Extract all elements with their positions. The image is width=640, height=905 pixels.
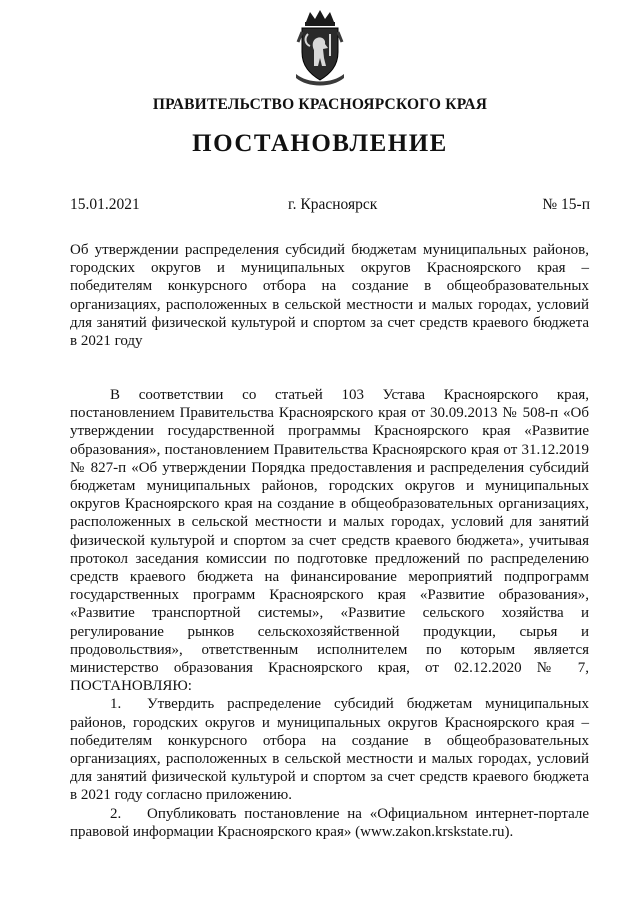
document-type: ПОСТАНОВЛЕНИЕ (192, 130, 448, 157)
preamble-paragraph: В соответствии со статьей 103 Устава Красноярского края, постановлением Правительства Красноярского края от 30.09.2013 № 508-п «Об утверждении государственной программы Красноярского края «Развитие образования», постановлением Правительства Красноярского края от 31.12.2019 № 827-п «Об утверждении Порядка предоставления и распределения субсидий бюджетам муниципальных районов, городских округов и муниципальных округов Красноярского края на создание в общеобразовательных организациях, расположенных в сельской местности и малых городах, условий для занятий физической культурой и спортом за счет средств краевого бюджета», учитывая протокол заседания комиссии по подготовке предложений по распределению средств краевого бюджета на финансирование мероприятий подпрограмм государственных программ Красноярского края «Развитие образования», «Развитие транспортной системы», «Развитие сельского хозяйства и регулирование рынков сельскохозяйственной продукции, сырья и продовольствия», ответственным исполнителем по которым является министерство образования Красноярского края, от 02.12.2020 № 7, ПОСТАНОВЛЯЮ: (70, 387, 589, 695)
krasnoyarsk-coat-of-arms-icon (292, 8, 348, 88)
document-number: № 15-п (542, 196, 590, 213)
item-marker: 2. (110, 805, 122, 822)
item-text: Опубликовать постановление на «Официальном интернет-портале правовой информации Красноярского края» (www.zakon.krskstate.ru). (70, 805, 589, 840)
document-body (70, 386, 589, 841)
item-marker: 1. (110, 696, 122, 713)
list-item (70, 695, 589, 804)
organization-name: ПРАВИТЕЛЬСТВО КРАСНОЯРСКОГО КРАЯ (152, 96, 488, 113)
document-date: 15.01.2021 (70, 196, 140, 213)
document-city: г. Красноярск (288, 196, 378, 213)
document-title: Об утверждении распределения субсидий бюджетам муниципальных районов, городских округов и муниципальных округов Красноярского края – победителям конкурсного отбора на создание в общеобразовательных организациях, расположенных в сельской местности и малых городах, условий для занятий физической культурой и спортом за счет средств краевого бюджета в 2021 году (70, 242, 589, 350)
item-text: Утвердить распределение субсидий бюджетам муниципальных районов, городских округов и муниципальных округов Красноярского края – победителям конкурсного отбора на создание в общеобразовательных организациях, расположенных в сельской местности и малых городах, условий для занятий физической культурой и спортом за счет средств краевого бюджета в 2021 году согласно приложению. (70, 696, 589, 804)
document-meta (70, 196, 590, 216)
list-item (70, 805, 589, 841)
